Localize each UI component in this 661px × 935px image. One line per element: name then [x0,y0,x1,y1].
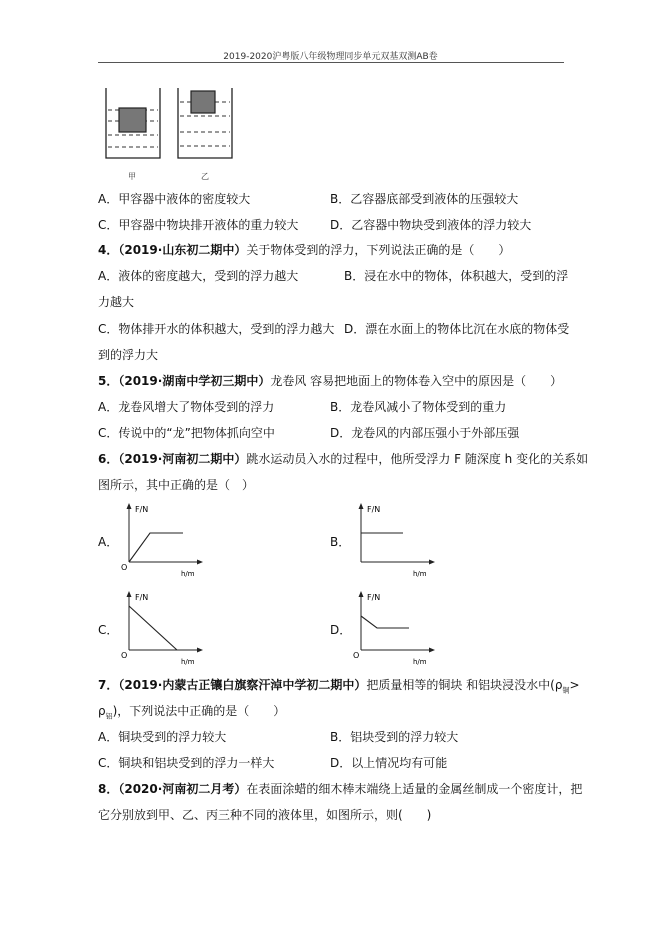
graph-a-ylabel: F/N [135,505,149,514]
q3-option-a: A．甲容器中液体的密度较大 [98,192,251,206]
q3-option-b: B．乙容器底部受到液体的压强较大 [330,192,519,206]
q5-option-a: A．龙卷风增大了物体受到的浮力 [98,400,275,414]
q7-option-a: A．铜块受到的浮力较大 [98,730,227,744]
graph-c-xlabel: h/m [181,658,195,666]
graph-d-origin: O [353,651,360,660]
q5-option-d: D．龙卷风的内部压强小于外部压强 [330,426,520,440]
graph-d [347,588,447,668]
label-jia: 甲 [128,172,136,181]
q6-source: （2019·河南初二期中） [118,452,247,466]
q4-option-b-line1: B．浸在水中的物体，体积越大，受到的浮 [344,269,569,283]
q7-source: （2019·内蒙古正镶白旗察汗淖中学初二期中） [118,678,367,692]
q4-stem: 关于物体受到的浮力，下列说法正确的是（ ） [246,243,511,257]
graph-c-letter: C． [98,623,119,637]
graph-c-ylabel: F/N [135,593,149,602]
q5-source: （2019·湖南中学初三期中） [118,374,271,388]
q4-option-b-line2: 力越大 [98,295,135,309]
graph-d-xlabel: h/m [413,658,427,666]
q5-stem: 龙卷风 容易把地面上的物体卷入空中的原因是（ ） [270,374,563,388]
q7-rho: ρ [98,704,106,718]
graph-a [115,500,215,580]
graph-c-origin: O [121,651,128,660]
containers-figure [98,80,238,185]
question-8 [98,780,582,797]
q5-option-b: B．龙卷风减小了物体受到的重力 [330,400,507,414]
question-7 [98,676,580,695]
question-5 [98,372,562,389]
q4-option-d-line1: D．漂在水面上的物体比沉在水底的物体受 [344,322,570,336]
q5-option-c: C．传说中的“龙”把物体抓向空中 [98,426,275,440]
q7-stem-line1: 把质量相等的铜块 和铝块浸没水中(ρ [366,678,563,692]
q7-rho-cu-subscript: 铜 [562,686,570,695]
q4-number: 4． [98,243,119,257]
question-6 [98,450,588,467]
q3-option-d: D．乙容器中物块受到液体的浮力较大 [330,218,532,232]
q7-option-d: D．以上情况均有可能 [330,756,448,770]
q4-option-a: A．液体的密度越大，受到的浮力越大 [98,269,299,283]
q8-source: （2020·河南初二月考） [118,782,247,796]
page-header: 2019-2020沪粤版八年级物理同步单元双基双测AB卷 [223,52,438,62]
container-left [106,88,160,158]
graph-a-origin: O [121,563,128,572]
q8-stem-line1: 在表面涂蜡的细木棒末端绕上适量的金属丝制成一个密度计，把 [246,782,583,796]
graph-b-ylabel: F/N [367,505,381,514]
q4-option-d-line2: 到的浮力大 [98,348,159,362]
q6-stem-line2: 图所示，其中正确的是（ ） [98,478,255,492]
graph-b [347,500,447,580]
q6-stem-line1: 跳水运动员入水的过程中，他所受浮力 F 随深度 h 变化的关系如 [246,452,589,466]
q6-number: 6． [98,452,119,466]
q7-gt: > [569,678,580,692]
graph-a-letter: A． [98,535,119,549]
q8-number: 8． [98,782,119,796]
graph-c [115,588,215,668]
label-yi: 乙 [201,172,209,181]
q4-source: （2019·山东初二期中） [118,243,247,257]
q7-stem-rest: )，下列说法中正确的是（ ） [112,704,286,718]
q7-number: 7． [98,678,119,692]
graph-d-letter: D． [330,623,352,637]
q8-stem-line2: 它分别放到甲、乙、丙三种不同的液体里，如图所示，则( ) [98,808,432,822]
question-4 [98,241,510,258]
graph-b-letter: B． [330,535,351,549]
q5-number: 5． [98,374,119,388]
graph-b-xlabel: h/m [413,570,427,578]
graph-d-ylabel: F/N [367,593,381,602]
q3-option-c: C．甲容器中物块排开液体的重力较大 [98,218,299,232]
container-right [178,88,232,158]
header-rule [98,62,564,63]
q7-option-c: C．铜块和铝块受到的浮力一样大 [98,756,275,770]
q7-stem-line2 [98,702,285,721]
q4-option-c: C．物体排开水的体积越大，受到的浮力越大 [98,322,335,336]
q7-rho-al-subscript: 铝 [105,712,113,721]
graph-a-xlabel: h/m [181,570,195,578]
q7-option-b: B．铝块受到的浮力较大 [330,730,459,744]
